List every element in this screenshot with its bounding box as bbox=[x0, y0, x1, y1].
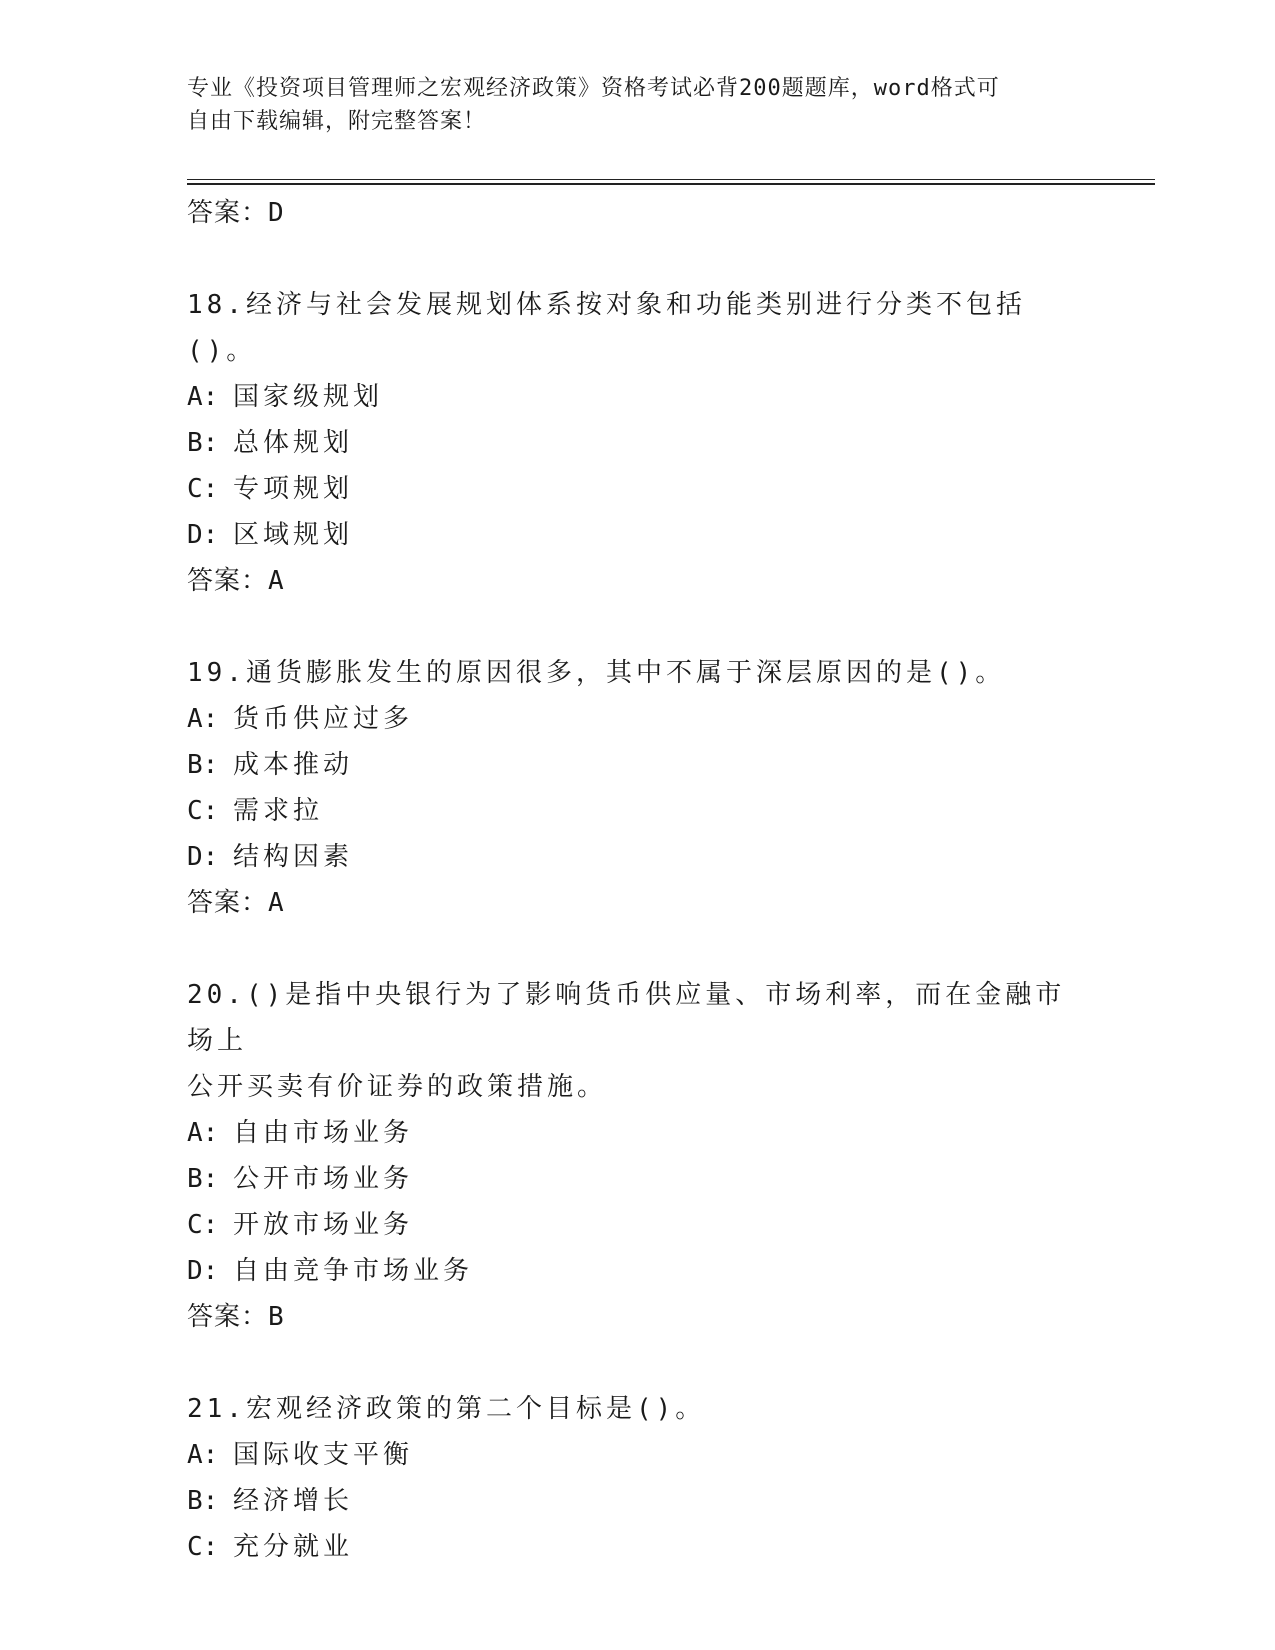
question-block bbox=[187, 236, 1087, 604]
option-row bbox=[187, 512, 1087, 558]
option-row bbox=[187, 420, 1087, 466]
option-row bbox=[187, 466, 1087, 512]
option-text: 经济增长 bbox=[233, 1486, 354, 1516]
option-row bbox=[187, 1524, 1087, 1570]
option-row bbox=[187, 374, 1087, 420]
option-row bbox=[187, 696, 1087, 742]
header-line-1: 专业《投资项目管理师之宏观经济政策》资格考试必背200题题库，word格式可 bbox=[187, 76, 1000, 101]
question-list bbox=[187, 190, 1087, 1570]
option-row bbox=[187, 1156, 1087, 1202]
option-text: 国家级规划 bbox=[233, 382, 384, 412]
option-text: 需求拉 bbox=[233, 796, 324, 826]
option-text: 公开市场业务 bbox=[233, 1164, 414, 1194]
answer-line: 答案：B bbox=[187, 1302, 285, 1332]
answer-line: 答案：A bbox=[187, 888, 285, 918]
option-label: C: bbox=[187, 1210, 219, 1240]
option-row bbox=[187, 834, 1087, 880]
option-row bbox=[187, 1432, 1087, 1478]
question-spacer bbox=[187, 604, 1087, 650]
question-stem: 公开买卖有价证券的政策措施。 bbox=[187, 1072, 608, 1102]
option-label: B: bbox=[187, 750, 219, 780]
option-label: C: bbox=[187, 796, 219, 826]
option-label: C: bbox=[187, 474, 219, 504]
option-text: 国际收支平衡 bbox=[233, 1440, 414, 1470]
header-divider-thin bbox=[187, 179, 1155, 180]
option-text: 开放市场业务 bbox=[233, 1210, 414, 1240]
answer-line: 答案：A bbox=[187, 566, 285, 596]
option-label: D: bbox=[187, 842, 219, 872]
question-block bbox=[187, 604, 1087, 926]
option-row bbox=[187, 742, 1087, 788]
option-text: 结构因素 bbox=[233, 842, 354, 872]
option-label: B: bbox=[187, 1486, 219, 1516]
question-stem: 19.通货膨胀发生的原因很多，其中不属于深层原因的是()。 bbox=[187, 658, 1006, 688]
answer-line: 答案：D bbox=[187, 198, 285, 228]
option-text: 充分就业 bbox=[233, 1532, 354, 1562]
header-line-2: 自由下载编辑，附完整答案！ bbox=[187, 109, 487, 134]
option-label: A: bbox=[187, 704, 219, 734]
option-text: 专项规划 bbox=[233, 474, 354, 504]
header-divider-thick bbox=[187, 183, 1155, 185]
option-text: 自由竞争市场业务 bbox=[233, 1256, 474, 1286]
option-label: D: bbox=[187, 520, 219, 550]
option-label: A: bbox=[187, 1118, 219, 1148]
option-row bbox=[187, 1202, 1087, 1248]
option-text: 区域规划 bbox=[233, 520, 354, 550]
option-label: B: bbox=[187, 1164, 219, 1194]
question-spacer bbox=[187, 236, 1087, 282]
question-stem: 18.经济与社会发展规划体系按对象和功能类别进行分类不包括()。 bbox=[187, 290, 1026, 366]
question-block bbox=[187, 1340, 1087, 1570]
option-label: A: bbox=[187, 1440, 219, 1470]
option-row bbox=[187, 1110, 1087, 1156]
question-block bbox=[187, 926, 1087, 1340]
option-text: 总体规划 bbox=[233, 428, 354, 458]
question-spacer bbox=[187, 926, 1087, 972]
option-row bbox=[187, 1248, 1087, 1294]
question-spacer bbox=[187, 1340, 1087, 1386]
document-header bbox=[187, 72, 1067, 138]
question-stem: 20.()是指中央银行为了影响货币供应量、市场利率，而在金融市场上 bbox=[187, 980, 1066, 1056]
option-label: B: bbox=[187, 428, 219, 458]
option-label: D: bbox=[187, 1256, 219, 1286]
option-text: 货币供应过多 bbox=[233, 704, 414, 734]
option-row bbox=[187, 788, 1087, 834]
option-text: 成本推动 bbox=[233, 750, 354, 780]
option-row bbox=[187, 1478, 1087, 1524]
option-label: A: bbox=[187, 382, 219, 412]
question-stem: 21.宏观经济政策的第二个目标是()。 bbox=[187, 1394, 706, 1424]
option-text: 自由市场业务 bbox=[233, 1118, 414, 1148]
option-label: C: bbox=[187, 1532, 219, 1562]
